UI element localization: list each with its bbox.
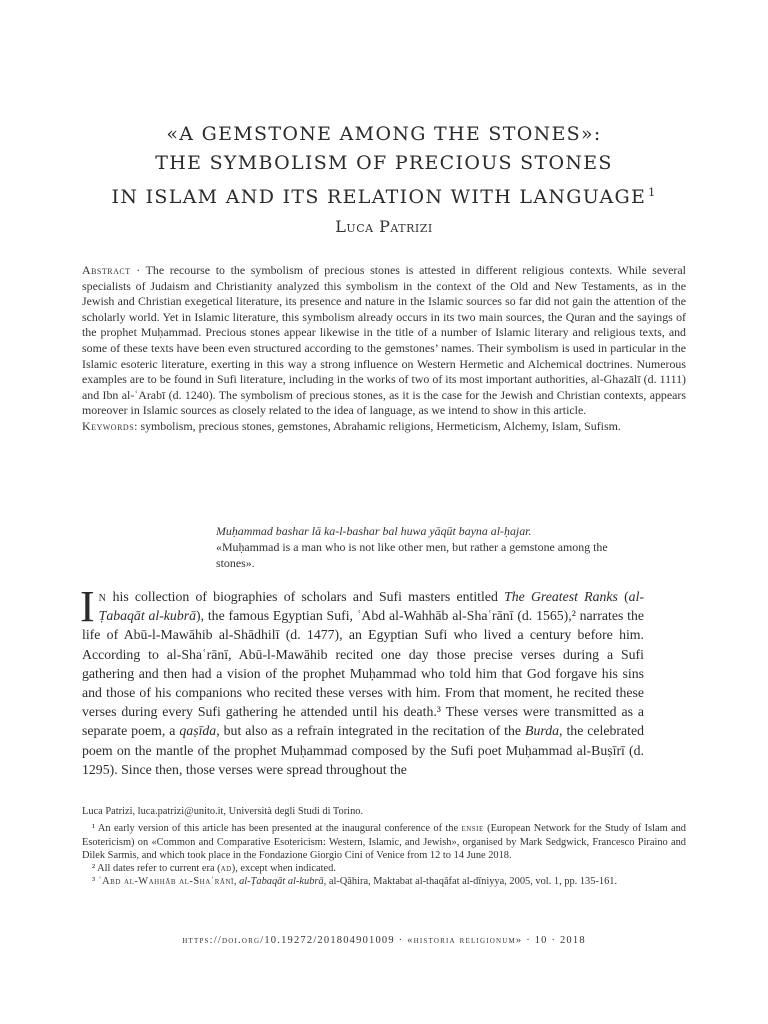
body-italic-2: al-Ṭabaqāt al-kubrā bbox=[98, 589, 644, 624]
footnote-1-acronym: ensie bbox=[461, 823, 484, 835]
keywords-paragraph bbox=[82, 419, 686, 435]
abstract-paragraph bbox=[82, 263, 686, 419]
body-italic-4: Burda bbox=[525, 723, 560, 739]
footnote-3-text-b: , al-Qāhira, Maktabat al-thaqāfat al-dīniyya, 2005, vol. 1, pp. 135-161. bbox=[323, 876, 618, 888]
page-footer[interactable]: https://doi.org/10.19272/201804901009 · «historia religionum» · 10 · 2018 bbox=[182, 935, 586, 946]
keywords-label: Keywords bbox=[82, 418, 135, 433]
footnote-3-mark: ³ bbox=[92, 876, 96, 888]
body-text-1: his collection of biographies of scholars and Sufi masters entitled bbox=[106, 589, 505, 604]
body-text-3: ), the famous Egyptian Sufi, ʿAbd al-Wahhāb al-Shaʿrānī (d. 1565),² narrates the life of Abū-l-Mawāhib al-Shādhilī (d. 1477), an Egyptian Sufi who lived a century before him. According to al-Shaʿrānī, Abū-l-Mawāhib recited one day those precise verses during a Sufi gathering and then had a vision of the prophet Muḥammad who told him that God forgave his sins and those of his companions who recited these verses with him. From that moment, he recited these verses during every Sufi gathering he attended until his death.³ These verses were transmitted as a separate poem, a bbox=[82, 608, 644, 739]
body-text-5: , the celebrated poem on the mantle of the prophet Muḥammad composed by the Sufi poet Muḥammad al-Buṣīrī (d. 1295). Since then, those verses were spread throughout the bbox=[82, 723, 644, 777]
footnote-1-mark: ¹ bbox=[92, 823, 96, 835]
footnote-1-text-a: An early version of this article has been presented at the inaugural conference of the bbox=[95, 823, 462, 835]
title-line-3 bbox=[70, 178, 698, 212]
footnote-1-text-b: (European Network for the Study of Islam and Esotericism) on «Common and Comparative Esotericism: Western, Islamic, and Jewish», organised by Mark Sedgwick, Francesco Piraino and Dilek Sarmis, and which took place in the Fondazione Giorgio Cini of Venice from 12 to 14 June 2018. bbox=[82, 823, 687, 861]
epigraph bbox=[216, 524, 636, 571]
keywords-separator: : bbox=[134, 418, 141, 433]
body-text-2: ( bbox=[617, 589, 629, 604]
drop-cap: I bbox=[80, 582, 95, 631]
body-italic-3: qaṣīda bbox=[179, 723, 217, 739]
footnote-3-text-a: , bbox=[233, 876, 240, 888]
footnote-3 bbox=[82, 875, 686, 888]
footnote-3-author: ʿAbd al-Wahhāb al-Shaʿrānī bbox=[95, 876, 234, 888]
title-line-2: THE SYMBOLISM OF PRECIOUS STONES bbox=[155, 152, 613, 174]
title-footnote-mark[interactable]: 1 bbox=[648, 186, 657, 199]
footnote-2 bbox=[82, 862, 686, 875]
author-name-text: Luca Patrizi bbox=[335, 217, 433, 236]
footnote-1 bbox=[82, 822, 686, 862]
abstract-block bbox=[82, 263, 686, 435]
author-affiliation: Luca Patrizi, luca.patrizi@unito.it, Università degli Studi di Torino. bbox=[82, 806, 364, 817]
footnotes bbox=[82, 805, 686, 889]
title-line-3-text: IN ISLAM AND ITS RELATION WITH LANGUAGE bbox=[111, 186, 647, 208]
article-title bbox=[70, 120, 698, 212]
body-italic-1: The Greatest Ranks bbox=[504, 589, 618, 604]
epigraph-translation: «Muḥammad is a man who is not like other men, but rather a gemstone among the stones». bbox=[216, 539, 608, 570]
body-first-word: n bbox=[98, 589, 107, 604]
body-paragraph bbox=[80, 582, 644, 779]
body-text bbox=[80, 582, 644, 779]
abstract-text: The recourse to the symbolism of precious stones is attested in different religious contexts. While several specialists of Judaism and Christianity analyzed this symbolism in the context of the Old and New Testaments, as in the Jewish and Christian exegetical literature, its presence and nature in the Islamic sources so far did not gain the attention of the scholarly world. Yet in Islamic literature, this symbolism already occurs in its two main sources, the Quran and the sayings of the prophet Muḥammad. Precious stones appear likewise in the title of a number of Islamic literary and religious texts, and some of these texts have been even structured according to the gemstones’ names. Their symbolism is used in particular in the Islamic esoteric literature, exerting in this way a strong influence on Western Hermetic and Alchemical doctrines. Numerous examples are to be found in Sufi literature, including in the works of two of its most important authorities, al-Ghazālī (d. 1111) and Ibn al-ʿArabī (d. 1240). The symbolism of precious stones, as it is the case for the Jewish and Christian contexts, appears moreover in Islamic sources as closely related to the idea of language, as we intend to show in this article. bbox=[82, 263, 686, 418]
footnote-2-acronym: ad bbox=[220, 863, 232, 875]
footnote-2-text-a: All dates refer to current era ( bbox=[95, 863, 221, 875]
abstract-separator: · bbox=[130, 263, 146, 277]
footnote-3-title: al-Ṭabaqāt al-kubrā bbox=[239, 876, 324, 888]
keywords-text: symbolism, precious stones, gemstones, Abrahamic religions, Hermeticism, Alchemy, Islam, Sufism. bbox=[140, 418, 621, 433]
author-name bbox=[70, 217, 698, 236]
body-text-4: , but also as a refrain integrated in the recitation of the bbox=[216, 723, 526, 739]
epigraph-transliteration: Muḥammad bashar lā ka-l-bashar bal huwa yāqūt bayna al-ḥajar. bbox=[216, 524, 532, 538]
title-line-1: «A GEMSTONE AMONG THE STONES»: bbox=[166, 123, 602, 145]
footnote-2-mark: ² bbox=[92, 863, 96, 875]
footnote-2-text-b: ), except when indicated. bbox=[231, 863, 336, 875]
abstract-label: Abstract bbox=[82, 263, 131, 277]
